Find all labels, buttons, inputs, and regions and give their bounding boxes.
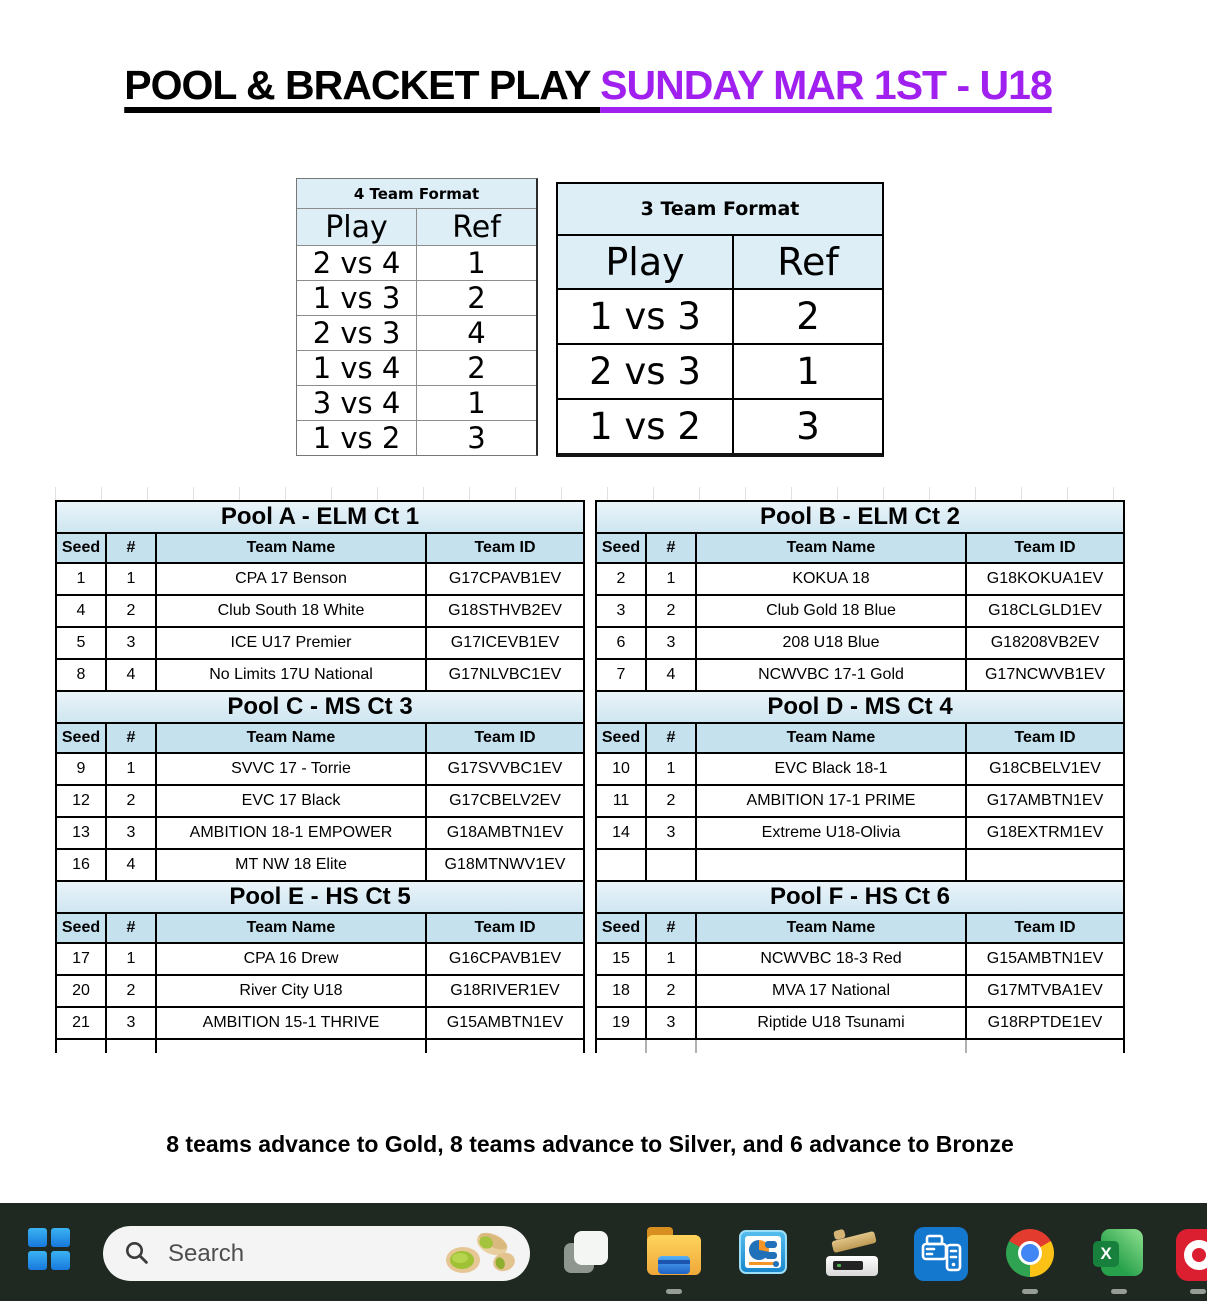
- table-row: [597, 754, 1123, 786]
- table-cell: Team Name: [157, 534, 427, 562]
- table-cell: Play: [297, 209, 417, 245]
- flow-node: [765, 1241, 777, 1248]
- table-row: [57, 754, 583, 786]
- running-indicator-file-explorer: [666, 1289, 682, 1294]
- device-led: [837, 1264, 841, 1267]
- table-row: [558, 345, 882, 400]
- table-cell: Seed: [597, 534, 647, 562]
- page-title-black: POOL & BRACKET PLAY: [124, 62, 601, 108]
- table-cell: Team ID: [1014, 539, 1076, 556]
- table-cell: 4: [467, 316, 486, 350]
- table-cell: 4: [107, 850, 157, 880]
- wood-plane-app-button[interactable]: [824, 1230, 882, 1276]
- pool-a-table: [55, 500, 585, 692]
- table-cell: AMBITION 18-1 EMPOWER: [157, 818, 427, 848]
- table-cell: 1: [57, 564, 107, 594]
- table-cell: [597, 1040, 647, 1053]
- table-cell: CPA 17 Benson: [157, 564, 427, 594]
- table-cell: MVA 17 National: [697, 976, 967, 1006]
- table-cell: G17CBELV2EV: [449, 792, 561, 809]
- table-cell: Seed: [597, 724, 647, 752]
- pool-b-table: [595, 500, 1125, 692]
- pool-title: Pool C - MS Ct 3: [57, 692, 583, 724]
- table-row: [558, 400, 882, 453]
- table-row: [57, 818, 583, 850]
- table-cell: AMBITION 15-1 THRIVE: [157, 1008, 427, 1038]
- table-cell: 1: [107, 754, 157, 784]
- table-row: [297, 386, 536, 421]
- table-cell: G15AMBTN1EV: [446, 1014, 564, 1031]
- table-row: [597, 850, 1123, 880]
- table-cell: 2: [467, 351, 486, 385]
- table-cell: Seed: [597, 914, 647, 942]
- format-table-rows: [558, 290, 882, 453]
- table-row: [57, 724, 583, 754]
- four-team-format-table: [296, 178, 538, 456]
- start-button[interactable]: [28, 1228, 70, 1270]
- table-cell: Team Name: [157, 724, 427, 752]
- windows-logo-icon: [28, 1228, 47, 1247]
- pool-rows: [57, 564, 583, 690]
- table-cell: Team ID: [474, 539, 536, 556]
- table-row: [597, 724, 1123, 754]
- table-row: [597, 628, 1123, 660]
- table-cell: 1 vs 3: [558, 290, 734, 343]
- task-view-front-square: [574, 1231, 608, 1265]
- table-cell: #: [107, 534, 157, 562]
- table-cell: [427, 1040, 583, 1053]
- table-cell: Play: [558, 236, 734, 288]
- table-cell: G18MTNWV1EV: [444, 856, 566, 873]
- table-cell: [697, 850, 967, 880]
- table-row: [597, 944, 1123, 976]
- table-cell: 18: [597, 976, 647, 1006]
- table-cell: Club Gold 18 Blue: [697, 596, 967, 626]
- table-row: [597, 534, 1123, 564]
- table-cell: G18CLGLD1EV: [988, 602, 1102, 619]
- table-cell: #: [107, 914, 157, 942]
- table-cell: 1: [796, 350, 820, 393]
- table-row: [597, 564, 1123, 596]
- pool-c-table: [55, 692, 585, 882]
- table-cell: G16CPAVB1EV: [448, 950, 562, 967]
- pool-title: Pool F - HS Ct 6: [597, 882, 1123, 914]
- table-cell: G18STHVB2EV: [448, 602, 562, 619]
- table-cell: #: [647, 914, 697, 942]
- table-row: [297, 281, 536, 316]
- pool-rows: [57, 754, 583, 880]
- table-cell: River City U18: [157, 976, 427, 1006]
- table-cell: [157, 1040, 427, 1053]
- table-cell: 5: [57, 628, 107, 658]
- table-cell: [697, 1040, 967, 1053]
- table-cell: Seed: [57, 724, 107, 752]
- pool-header-row: [597, 724, 1123, 754]
- table-cell: 4: [647, 660, 697, 690]
- table-cell: 9: [57, 754, 107, 784]
- task-view-button[interactable]: [562, 1229, 610, 1277]
- table-cell: CPA 16 Drew: [157, 944, 427, 974]
- table-cell: [967, 850, 1123, 880]
- printer-scan-app-button[interactable]: [914, 1227, 968, 1281]
- table-cell: G15AMBTN1EV: [986, 950, 1104, 967]
- pool-header-row: [597, 914, 1123, 944]
- table-cell: 4: [57, 596, 107, 626]
- pistachios-image-icon[interactable]: [440, 1230, 520, 1282]
- table-cell: G17NCWVB1EV: [984, 666, 1106, 683]
- table-cell: 1: [107, 944, 157, 974]
- taskbar: [0, 1203, 1207, 1301]
- table-cell: 1 vs 3: [297, 281, 417, 315]
- spreadsheet-gridlines: [55, 487, 1125, 500]
- table-cell: NCWVBC 17-1 Gold: [697, 660, 967, 690]
- table-cell: 1: [647, 754, 697, 784]
- table-cell: 3: [647, 1008, 697, 1038]
- table-cell: [597, 850, 647, 880]
- table-cell: 16: [57, 850, 107, 880]
- table-row: [558, 236, 882, 290]
- table-cell: 2 vs 3: [558, 345, 734, 398]
- table-cell: 3: [107, 818, 157, 848]
- table-cell: 15: [597, 944, 647, 974]
- table-cell: G17ICEVB1EV: [450, 634, 560, 651]
- table-cell: G17NLVBC1EV: [448, 666, 562, 683]
- table-cell: 3: [107, 628, 157, 658]
- table-cell: Team ID: [1014, 729, 1076, 746]
- table-cell: 3 vs 4: [297, 386, 417, 420]
- table-cell: 4: [107, 660, 157, 690]
- table-row: [57, 976, 583, 1008]
- table-row: [297, 316, 536, 351]
- table-row: [57, 596, 583, 628]
- table-row: [57, 914, 583, 944]
- table-cell: 8: [57, 660, 107, 690]
- pool-header-row: [57, 534, 583, 564]
- table-cell: 3: [597, 596, 647, 626]
- pool-header-row: [57, 724, 583, 754]
- pool-f-table: [595, 882, 1125, 1053]
- table-row: [57, 944, 583, 976]
- pool-header-row: [597, 534, 1123, 564]
- table-cell: [647, 850, 697, 880]
- table-cell: NCWVBC 18-3 Red: [697, 944, 967, 974]
- table-row: [597, 596, 1123, 628]
- table-cell: 1: [107, 564, 157, 594]
- pool-rows: [597, 944, 1123, 1053]
- table-row: [597, 914, 1123, 944]
- pool-title: Pool D - MS Ct 4: [597, 692, 1123, 724]
- pool-d-table: [595, 692, 1125, 882]
- table-cell: Team ID: [1014, 919, 1076, 936]
- table-cell: Seed: [57, 914, 107, 942]
- format-table-title: 4 Team Format: [297, 179, 536, 209]
- table-cell: 19: [597, 1008, 647, 1038]
- format-table-title: 3 Team Format: [558, 184, 882, 236]
- flow-node: [765, 1252, 777, 1259]
- table-row: [597, 976, 1123, 1008]
- table-cell: 2 vs 4: [297, 246, 417, 280]
- table-row: [297, 209, 536, 246]
- table-cell: [967, 1040, 1123, 1053]
- table-cell: G17CPAVB1EV: [448, 570, 562, 587]
- table-row: [57, 564, 583, 596]
- table-cell: Team Name: [697, 534, 967, 562]
- table-row: [57, 628, 583, 660]
- pool-title: Pool B - ELM Ct 2: [597, 502, 1123, 534]
- table-cell: Team Name: [697, 724, 967, 752]
- chrome-blue-center: [1021, 1244, 1039, 1262]
- table-cell: 21: [57, 1008, 107, 1038]
- file-explorer-button[interactable]: [647, 1227, 701, 1277]
- excel-button[interactable]: [1093, 1227, 1145, 1279]
- running-indicator-excel: [1111, 1289, 1127, 1294]
- table-cell: 2: [107, 976, 157, 1006]
- table-row: [597, 786, 1123, 818]
- table-cell: ICE U17 Premier: [157, 628, 427, 658]
- table-cell: 208 U18 Blue: [697, 628, 967, 658]
- table-cell: [57, 1040, 107, 1053]
- running-indicator-red-o-app: [1190, 1289, 1206, 1294]
- pool-rows: [597, 564, 1123, 690]
- table-cell: 3: [647, 818, 697, 848]
- table-cell: 7: [597, 660, 647, 690]
- table-cell: 1: [647, 564, 697, 594]
- format-table-header: [558, 236, 882, 290]
- pool-header-row: [57, 914, 583, 944]
- table-cell: 2: [647, 596, 697, 626]
- table-cell: 2: [107, 786, 157, 816]
- excel-x-icon: X: [1093, 1241, 1119, 1267]
- red-o-app-button[interactable]: [1176, 1229, 1207, 1281]
- pool-rows: [57, 944, 583, 1053]
- pool-rows: [597, 754, 1123, 880]
- table-row: [597, 818, 1123, 850]
- table-cell: 2: [597, 564, 647, 594]
- table-cell: 13: [57, 818, 107, 848]
- table-cell: G18CBELV1EV: [989, 760, 1101, 777]
- table-cell: Team Name: [697, 914, 967, 942]
- table-row: [57, 534, 583, 564]
- table-cell: 2: [647, 976, 697, 1006]
- printer-icon: [914, 1227, 968, 1281]
- table-cell: #: [107, 724, 157, 752]
- table-cell: 1: [647, 944, 697, 974]
- table-cell: 1 vs 4: [297, 351, 417, 385]
- format-table-rows: [297, 246, 536, 455]
- table-cell: 3: [467, 421, 486, 455]
- table-cell: 3: [107, 1008, 157, 1038]
- table-cell: No Limits 17U National: [157, 660, 427, 690]
- table-cell: 6: [597, 628, 647, 658]
- table-cell: Seed: [57, 534, 107, 562]
- search-icon: [124, 1240, 151, 1267]
- table-cell: G17SVVBC1EV: [447, 760, 563, 777]
- table-cell: 2 vs 3: [297, 316, 417, 350]
- table-cell: AMBITION 17-1 PRIME: [697, 786, 967, 816]
- table-cell: 3: [647, 628, 697, 658]
- table-cell: Team ID: [474, 919, 536, 936]
- pool-title: Pool E - HS Ct 5: [57, 882, 583, 914]
- table-cell: Team Name: [157, 914, 427, 942]
- table-cell: Ref: [777, 240, 839, 284]
- table-cell: Team ID: [474, 729, 536, 746]
- table-row: [57, 1040, 583, 1053]
- table-row: [597, 1040, 1123, 1053]
- search-placeholder: Search: [168, 1239, 245, 1267]
- table-cell: 1: [467, 246, 486, 280]
- table-cell: 14: [597, 818, 647, 848]
- table-cell: #: [647, 724, 697, 752]
- table-row: [597, 660, 1123, 690]
- table-cell: Extreme U18-Olivia: [697, 818, 967, 848]
- red-o-ring-icon: [1184, 1240, 1207, 1270]
- table-cell: G18208VB2EV: [990, 634, 1100, 651]
- running-indicator-chrome: [1022, 1289, 1038, 1294]
- table-cell: Club South 18 White: [157, 596, 427, 626]
- table-cell: 1 vs 2: [297, 421, 417, 455]
- table-cell: 2: [107, 596, 157, 626]
- table-cell: 2: [647, 786, 697, 816]
- table-cell: 1: [467, 386, 486, 420]
- search-input[interactable]: [103, 1226, 530, 1281]
- table-cell: EVC 17 Black: [157, 786, 427, 816]
- table-row: [597, 1008, 1123, 1040]
- table-cell: 17: [57, 944, 107, 974]
- table-row: [297, 421, 536, 455]
- table-row: [57, 1008, 583, 1040]
- table-cell: EVC Black 18-1: [697, 754, 967, 784]
- table-row: [558, 290, 882, 345]
- table-row: [57, 660, 583, 690]
- pools-left-column: [55, 500, 585, 1053]
- table-row: [297, 351, 536, 386]
- table-cell: G17AMBTN1EV: [986, 792, 1104, 809]
- table-cell: 2: [796, 295, 820, 338]
- page-title-purple: SUNDAY MAR 1ST - U18: [600, 62, 1052, 108]
- table-cell: G17MTVBA1EV: [987, 982, 1103, 999]
- pool-title: Pool A - ELM Ct 1: [57, 502, 583, 534]
- table-cell: [647, 1040, 697, 1053]
- table-cell: 10: [597, 754, 647, 784]
- table-cell: 11: [597, 786, 647, 816]
- table-cell: G18AMBTN1EV: [446, 824, 564, 841]
- pools-right-column: [595, 500, 1125, 1053]
- table-cell: G18RIVER1EV: [450, 982, 560, 999]
- table-cell: G18RPTDE1EV: [987, 1014, 1103, 1031]
- folder-stripe: [658, 1260, 690, 1264]
- table-cell: #: [647, 534, 697, 562]
- format-table-header: [297, 209, 536, 246]
- table-row: [57, 786, 583, 818]
- slider-bar: [749, 1262, 775, 1265]
- table-cell: 20: [57, 976, 107, 1006]
- table-cell: 12: [57, 786, 107, 816]
- table-cell: KOKUA 18: [697, 564, 967, 594]
- pool-e-table: [55, 882, 585, 1053]
- table-cell: 3: [796, 405, 820, 448]
- table-cell: Riptide U18 Tsunami: [697, 1008, 967, 1038]
- table-cell: G18KOKUA1EV: [986, 570, 1104, 587]
- page-title: [0, 62, 1176, 109]
- table-cell: MT NW 18 Elite: [157, 850, 427, 880]
- table-cell: 1 vs 2: [558, 400, 734, 453]
- table-cell: SVVC 17 - Torrie: [157, 754, 427, 784]
- folder-pocket: [658, 1256, 690, 1274]
- table-cell: G18EXTRM1EV: [986, 824, 1104, 841]
- advancement-note: 8 teams advance to Gold, 8 teams advance to Silver, and 6 advance to Bronze: [166, 1131, 1014, 1157]
- three-team-format-table: [556, 182, 884, 457]
- table-row: [297, 246, 536, 281]
- table-row: [57, 850, 583, 880]
- chrome-browser-button[interactable]: [1006, 1229, 1054, 1277]
- table-cell: 2: [467, 281, 486, 315]
- table-cell: Ref: [452, 209, 501, 245]
- pie-chart-settings-app-button[interactable]: [739, 1230, 787, 1274]
- table-cell: [107, 1040, 157, 1053]
- slider-dot: [773, 1261, 779, 1267]
